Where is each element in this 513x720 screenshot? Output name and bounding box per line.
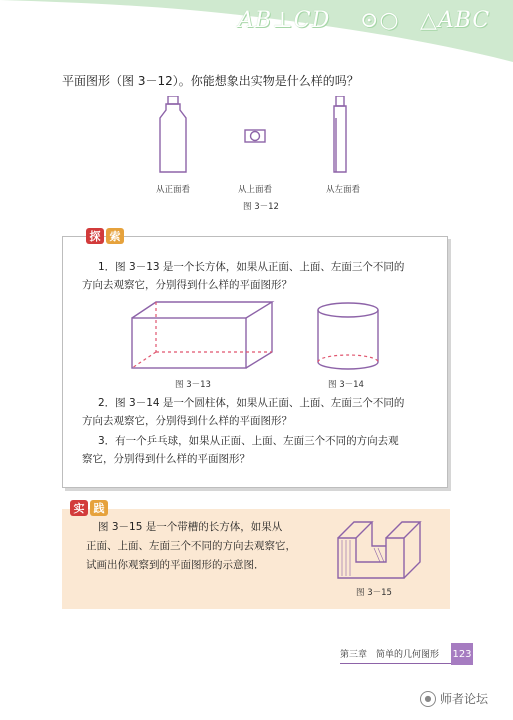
explore-tag (86, 228, 124, 244)
practice-text (86, 518, 326, 575)
footer-rule (340, 663, 455, 664)
practice-tag-char-2: 践 (90, 500, 108, 516)
bottle-views-figure (150, 96, 380, 176)
view-label-top: 从上面看 (238, 185, 273, 195)
front-view-bottle (160, 96, 186, 172)
explore-q3-line1: 3．有一个乒乓球，如果从正面、上面、左面三个不同的方向去观 (98, 435, 399, 447)
figure-14-caption: 图 3－14 (328, 380, 364, 390)
explore-q1-line1: 1．图 3－13 是一个长方体，如果从正面、上面、左面三个不同的 (98, 261, 405, 273)
figure-13-caption: 图 3－13 (175, 380, 211, 390)
practice-line3: 试画出你观察到的平面图形的示意图． (86, 559, 265, 571)
watermark-text: 师者论坛 (440, 692, 489, 706)
explore-q1-line2: 方向去观察它，分别得到什么样的平面图形？ (82, 279, 292, 291)
explore-q2-line1: 2．图 3－14 是一个圆柱体，如果从正面、上面、左面三个不同的 (98, 397, 405, 409)
watermark (420, 690, 488, 707)
practice-line1: 图 3－15 是一个带槽的长方体，如果从 (98, 521, 283, 533)
cylinder-figure (310, 300, 390, 375)
page-number: 123 (451, 643, 473, 665)
left-view-bottle (334, 96, 346, 172)
practice-line2: 正面、上面、左面三个不同的方向去观察它， (86, 540, 296, 552)
explore-tag-char-1: 探 (86, 228, 104, 244)
header-deco-left: AB⊥CD (238, 8, 331, 33)
grooved-cuboid-figure (334, 518, 426, 582)
view-label-front: 从正面看 (156, 185, 191, 195)
figure-15-caption: 图 3－15 (356, 588, 392, 598)
explore-q2-line2: 方向去观察它，分别得到什么样的平面图形？ (82, 415, 292, 427)
practice-tag-char-1: 实 (70, 500, 88, 516)
cuboid-figure (128, 300, 278, 372)
wechat-logo-icon: ● (420, 691, 436, 707)
view-label-left: 从左面看 (326, 185, 361, 195)
intro-text: 平面图形（图 3－12）。你能想象出实物是什么样的吗？ (62, 74, 359, 88)
practice-tag (70, 500, 108, 516)
top-view-bottle (245, 130, 265, 142)
figure-12-caption: 图 3－12 (243, 202, 279, 212)
chapter-title: 第三章 简单的几何图形 (340, 650, 440, 660)
header-deco-mid: ⊙○ (360, 8, 400, 33)
explore-q3-line2: 察它，分别得到什么样的平面图形？ (82, 453, 250, 465)
header-deco-right: △ABC (420, 8, 491, 33)
explore-tag-char-2: 索 (106, 228, 124, 244)
